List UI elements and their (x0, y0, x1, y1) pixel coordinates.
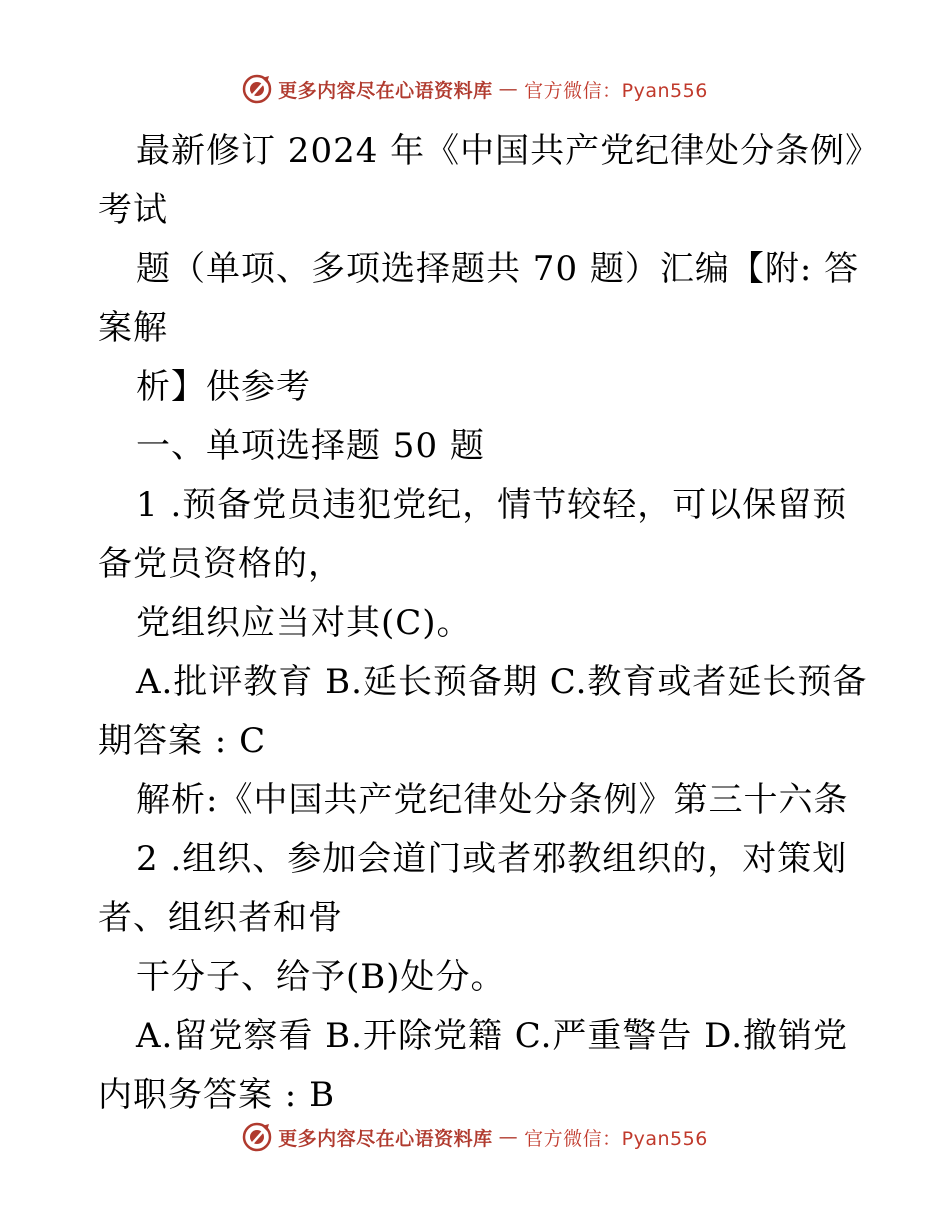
question-2-answer: 内职务答案 : B (98, 1075, 336, 1115)
watermark-wechat-text: 官方微信：Pyan556 (524, 1127, 708, 1150)
pen-logo-icon (242, 74, 272, 104)
question-2-line-1: 2 .组织、参加会道门或者邪教组织的，对策划 (136, 839, 848, 879)
question-1-options: A.批评教育 B.延长预备期 C.教育或者延长预备 (136, 662, 868, 702)
watermark-wechat-text: 官方微信：Pyan556 (524, 79, 708, 102)
watermark-main-text: 更多内容尽在心语资料库 (278, 79, 493, 102)
question-2-line-2: 者、组织者和骨 (98, 898, 343, 938)
question-1-line-3: 党组织应当对其(C)。 (136, 603, 472, 643)
question-1-answer: 期答案 : C (98, 721, 267, 761)
title-line-5: 析】供参考 (136, 367, 311, 407)
pen-logo-icon (242, 1122, 272, 1152)
title-line-1: 最新修订 2024 年《中国共产党纪律处分条例》 (136, 131, 881, 171)
section-heading: 一、单项选择题 50 题 (136, 426, 485, 466)
title-line-2: 考试 (98, 190, 168, 230)
title-line-4: 案解 (98, 308, 168, 348)
header-watermark (0, 74, 950, 104)
title-line-3: 题（单项、多项选择题共 70 题）汇编【附: 答 (136, 249, 860, 289)
footer-watermark (0, 1122, 950, 1152)
question-1-line-1: 1 .预备党员违犯党纪，情节较轻，可以保留预 (136, 485, 848, 525)
watermark-separator: — (498, 1126, 519, 1148)
document-body (98, 122, 881, 1125)
watermark-main-text: 更多内容尽在心语资料库 (278, 1127, 493, 1150)
watermark-separator: — (498, 78, 519, 100)
question-1-line-2: 备党员资格的， (98, 544, 343, 584)
question-2-line-3: 干分子、给予(B)处分。 (136, 957, 506, 997)
question-2-options: A.留党察看 B.开除党籍 C.严重警告 D.撤销党 (136, 1016, 849, 1056)
question-1-analysis: 解析:《中国共产党纪律处分条例》第三十六条 (136, 780, 849, 820)
